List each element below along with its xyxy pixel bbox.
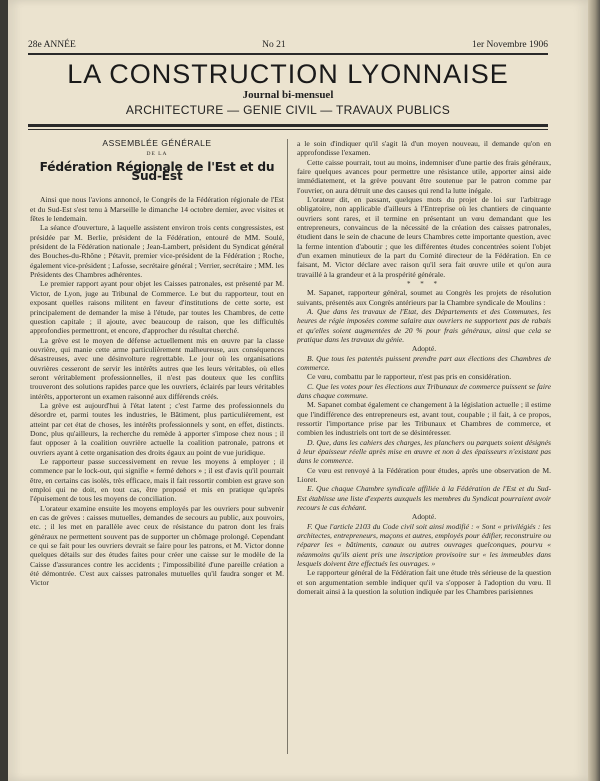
- right-column: [297, 139, 551, 597]
- resolution-e: E. Que chaque Chambre syndicale affiliée à la Fédération de l'Est et du Sud-Est établisse une liste d'experts auxquels les membres du Syndicat pourraient avoir recours le cas échéant.: [297, 484, 551, 513]
- paragraph: Le rapporteur passe successivement en revue les moyens à employer ; il commence par le lock-out, qui signifie « fermé dehors » ; il est d'avis qu'il pourrait être, en certains cas isolés, très efficace, mais il fait ressortir combien est grave son emploi qui ne doit, en tout cas, être proposé et mis en pratique qu'après l'épuisement de tous les moyens de conciliation.: [30, 457, 284, 504]
- resolution-c: C. Que les votes pour les élections aux Tribunaux de commerce puissent se faire dans chaque commune.: [297, 381, 551, 400]
- paragraph: Le premier rapport ayant pour objet les Caisses patronales, est présenté par M. Victor, de Lyon, juge au Tribunal de Commerce. Le but du rapporteur, tout en exposant quelles raisons militent en faveur d'institutions de cette sorte, est principalement de demander la mise à l'étude, par toutes les Chambres, de cette question capitale ; il ajoute, avec beaucoup de raison, que les difficultés approfondies permettront, et encore, d'approcher du résultat cherché.: [30, 279, 284, 336]
- paragraph: La grève est aujourd'hui à l'état latent ; c'est l'arme des professionnels du désordre et, parmi toutes les industries, le Bâtiment, plus particulièrement, est atteint par cet état de choses, les intérêts professionnels y sont, en effet, distincts. Donc, plus qu'ailleurs, la recherche du remède à apporter s'impose chez nous ; il faut opposer à la coalition ouvrière actuelle la coalition patronale, patrons et ouvriers ayant à cette organisation des droits égaux au point de vue juridique.: [30, 400, 284, 457]
- paragraph: Ainsi que nous l'avions annoncé, le Congrès de la Fédération régionale de l'Est et du Sud-Est s'est tenu à Marseille le dimanche 14 octobre dernier, avec visites et fêtes le lendemain.: [30, 195, 284, 224]
- issue-line: [28, 40, 548, 50]
- issue-number: No 21: [262, 40, 286, 50]
- left-column: [30, 139, 284, 588]
- journal-title: LA CONSTRUCTION LYONNAISE: [67, 59, 509, 89]
- paragraph: M. Sapanet, rapporteur général, soumet au Congrès les projets de résolution suivants, présentés aux Congrès antérieurs par la Chambre syndicale de Moulins :: [297, 288, 551, 307]
- journal-subtitle: Journal bi-mensuel: [242, 89, 334, 101]
- paragraph: L'orateur examine ensuite les moyens employés par les ouvriers pour subvenir en cas de grèves : caisses mutuelles, demandes de secours au public, aux pouvoirs, etc. ; il les met en parallèle avec ceux de résistance du patron dont les frais généraux ne permettent souvent pas de supporter un chômage prolongé. Cependant ce qui se fait pour les ouvriers devrait se faire pour les patrons, et M. Victor donne quelques détails sur des études faites pour créer une caisse sur le modèle de la Caisse d'assurances contre les accidents ; l'impossibilité d'une pareille création a été démontrée. C'est aux caisses patronales mutuelles qu'il faudra songer et M. Victor: [30, 503, 284, 588]
- adopted-note: Adopté.: [411, 512, 437, 522]
- section-stars: * * *: [407, 280, 441, 289]
- resolution-d: D. Que, dans les cahiers des charges, les planchers ou parquets soient désignés à leur épaisseur réelle après mise en œuvre et non à des épaisseurs n'existant pas dans le commerce.: [297, 437, 551, 466]
- paragraph: Cette caisse pourrait, tout au moins, indemniser d'une partie des frais généraux, faire quelques avances pour permettre une résistance utile, apporter ainsi aide immédiatement, et la grève pouvant être soutenue par le patron comme par l'ouvrier, on aura détruit une des causes qui rend la lutte inégale.: [297, 157, 551, 195]
- paragraph: Ce vœu, combattu par le rapporteur, n'est pas pris en considération.: [307, 372, 512, 382]
- paragraph: La séance d'ouverture, à laquelle assistent environ trois cents congressistes, est présidée par M. Berlie, président de la Fédération, entouré de MM. Soulé, président de la Fédération nationale ; Jean-Lambert, président du Syndicat général des Bouches-du-Rhône ; Pétavit, premier vice-président de la Fédération ; Roche, également vice-président ; Lafosse, secrétaire général ; Verrier, secrétaire ; MM. les Présidents des Chambres adhérentes.: [30, 223, 284, 280]
- issue-year: 28e ANNÉE: [28, 40, 76, 50]
- paragraph: a le soin d'indiquer qu'il s'agit là d'un moyen nouveau, il demande qu'on en approfondisse l'examen.: [297, 139, 551, 158]
- article-heading-de: DE LA: [146, 151, 168, 158]
- adopted-note: Adopté.: [411, 344, 437, 354]
- paragraph: L'orateur dit, en passant, quelques mots du projet de loi sur l'arbitrage obligatoire, non applicable d'ailleurs à l'Entreprise où les chantiers de cinquante ouvriers sont rares, et il termine en présentant un vœu demandant que les entrepreneurs, convaincus de la nécessité de la création des caisses patronales, étudient dans le sein de chacune de leurs Chambres cette importante question, avec la ferme intention d'aboutir ; que les différentes études concentrées soient l'objet d'un examen minutieux de la part du Comité directeur de la Fédération. En ce faisant, M. Victor déclare avec raison qu'il sera fait œuvre utile et qu'on aura travaillé à la grandeur et à la prospérité générale.: [297, 195, 551, 279]
- top-rule: [28, 53, 548, 55]
- resolution-b: B. Que tous les patentés puissent prendre part aux élections des Chambres de commerce.: [297, 353, 551, 372]
- paragraph: La grève est le moyen de défense actuellement mis en œuvre par la classe ouvrière, qui manie cette arme particulièrement malheureuse, aux conséquences désastreuses, avec une désinvolture regrettable. Le jour où les organisations ouvrières cesseront de servir les intérêts autres que les leurs véritables, où elles seront véritablement professionnelles, il n'est pas douteux que les conflits trouveront des solutions rapides parce que les ouvriers, éclairés par leurs véritables intérêts, apporteront un examen raisonné aux différends créés.: [30, 335, 284, 401]
- resolution-f: F. Que l'article 2103 du Code civil soit ainsi modifié : « Sont « privilégiés : les architectes, entrepreneurs, maçons et autres, employés pour édifier, reconstruire ou réparer les « bâtiments, canaux ou autres ouvrages quelconques, pourvu « néanmoins qu'ils aient pris une inscription provisoire sur « les immeubles dans lesquels doivent être effectués les ouvrages. »: [297, 521, 551, 569]
- masthead-rule-thick: [28, 124, 548, 127]
- article-heading: ASSEMBLÉE GÉNÉRALE: [102, 138, 212, 148]
- journal-tagline: ARCHITECTURE — GENIE CIVIL — TRAVAUX PUBLICS: [125, 103, 451, 117]
- article-federation-title: Fédération Régionale de l'Est et du Sud-Est: [39, 159, 275, 184]
- paragraph: Ce vœu est renvoyé à la Fédération pour études, après une observation de M. Lioret.: [297, 465, 551, 485]
- column-divider: [287, 139, 288, 754]
- masthead-rule-thin: [28, 129, 548, 130]
- paragraph: M. Sapanet combat également ce changement à la législation actuelle ; il estime que l'indifférence des entrepreneurs est, avant tout, coupable ; il fait, à ce propos, ressortir l'importance prise par les Tribunaux et Chambres de commerce, et combien les industriels ont tort de se désintéresser.: [297, 400, 551, 438]
- paragraph: Le rapporteur général de la Fédération fait une étude très sérieuse de la question et son argumentation semble indiquer qu'il va s'opposer à l'adoption du vœu. Il domerait ainsi à la question la solution indiquée par les Chambres parisiennes: [297, 568, 551, 597]
- page-edge: [588, 0, 600, 781]
- resolution-a: A. Que dans les travaux de l'Etat, des Départements et des Communes, les heures de régie imposées comme salaire aux ouvriers ne supportent pas de rabais et qu'elles soient augmentées de 20 % pour frais généraux, ainsi que cela se pratique dans les travaux du génie.: [297, 306, 551, 344]
- issue-date: 1er Novembre 1906: [472, 40, 548, 50]
